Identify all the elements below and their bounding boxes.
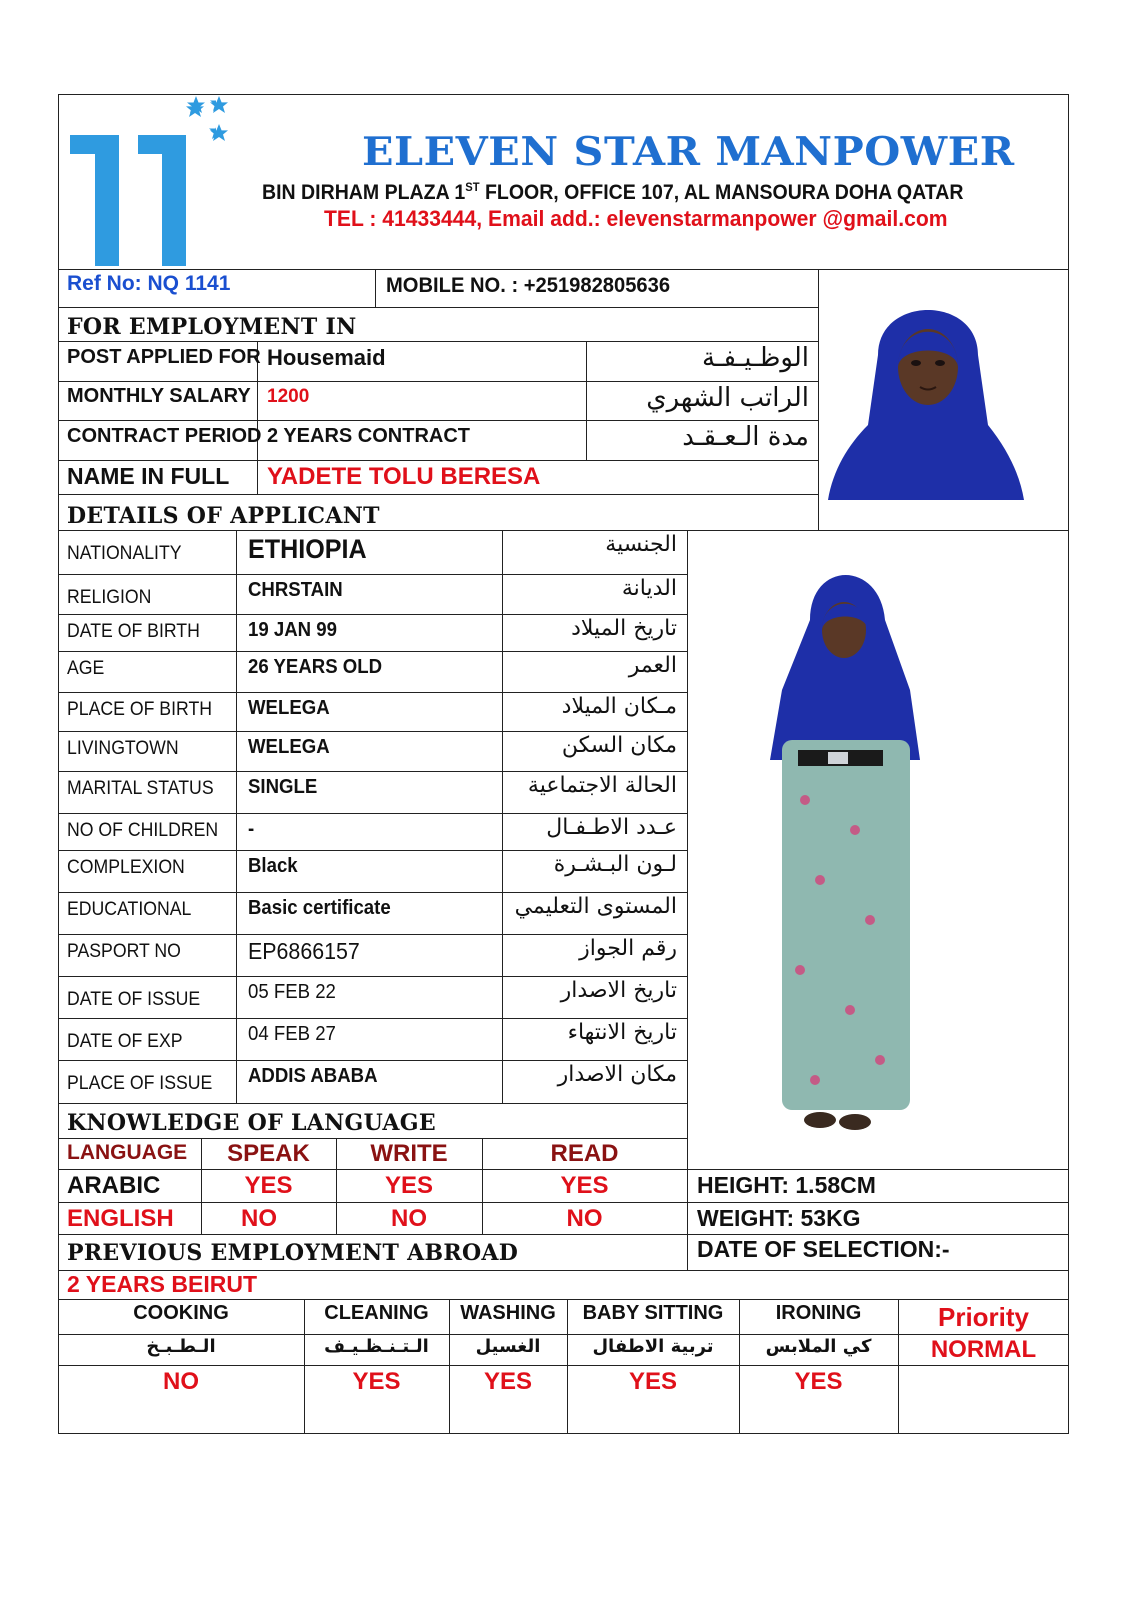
company-name: ELEVEN STAR MANPOWER (362, 129, 1015, 175)
detail-arabic: عـدد الاطـفـال (546, 815, 677, 840)
lang-header-read: READ (550, 1140, 619, 1167)
detail-label: DATE OF BIRTH (67, 621, 200, 642)
skill-label: COOKING (133, 1302, 229, 1324)
employment-heading: FOR EMPLOYMENT IN (67, 314, 357, 340)
lang-arabic-read: YES (560, 1172, 609, 1199)
skill-arabic: الـطـبـخ (146, 1336, 216, 1357)
detail-arabic: لـون البـشـرة (553, 852, 677, 877)
salary-value: 1200 (267, 386, 310, 407)
language-heading: KNOWLEDGE OF LANGUAGE (67, 1110, 436, 1136)
skill-value: YES (352, 1368, 401, 1395)
skill-value: YES (794, 1368, 843, 1395)
skill-arabic: الـتـنـظـيـف (324, 1336, 429, 1357)
detail-label: RELIGION (67, 587, 152, 608)
company-address (262, 181, 963, 203)
logo-stars (183, 96, 231, 148)
address-suffix: FLOOR, OFFICE 107, AL MANSOURA DOHA QATAR (479, 181, 964, 204)
detail-value: WELEGA (248, 736, 330, 758)
detail-arabic: تاريخ الاصدار (560, 978, 677, 1003)
detail-value: SINGLE (248, 776, 318, 798)
detail-value: Black (248, 855, 298, 877)
detail-arabic: تاريخ الانتهاء (567, 1020, 677, 1045)
detail-value: EP6866157 (248, 938, 360, 964)
lang-arabic: ARABIC (67, 1172, 161, 1199)
detail-arabic: مكان السكن (561, 733, 677, 758)
detail-arabic: رقم الجواز (579, 936, 677, 961)
contract-value: 2 YEARS CONTRACT (267, 425, 470, 447)
detail-value: WELEGA (248, 697, 330, 719)
detail-label: PLACE OF ISSUE (67, 1073, 213, 1094)
lang-header-speak: SPEAK (227, 1140, 310, 1167)
detail-value: CHRSTAIN (248, 579, 343, 601)
detail-arabic: المستوى التعليمي (514, 894, 677, 919)
detail-arabic: تاريخ الميلاد (571, 616, 677, 641)
lang-arabic-speak: YES (244, 1172, 293, 1199)
applicant-portrait-photo (828, 275, 1024, 500)
details-heading: DETAILS OF APPLICANT (67, 503, 380, 529)
detail-value: 26 YEARS OLD (248, 656, 383, 678)
full-body-icon (760, 560, 930, 1135)
post-arabic: الوظـيـفـة (701, 343, 809, 373)
previous-heading: PREVIOUS EMPLOYMENT ABROAD (67, 1240, 519, 1266)
detail-arabic: العمر (628, 653, 677, 678)
detail-value: - (248, 818, 255, 840)
weight-value: WEIGHT: 53KG (697, 1205, 861, 1231)
detail-value: 05 FEB 22 (248, 981, 336, 1003)
previous-value: 2 YEARS BEIRUT (67, 1271, 258, 1297)
skill-arabic: الغسيل (475, 1336, 541, 1357)
skill-label: CLEANING (324, 1302, 429, 1324)
priority-label: Priority (937, 1302, 1030, 1332)
mobile-number: MOBILE NO. : +251982805636 (386, 274, 671, 297)
detail-label: COMPLEXION (67, 857, 185, 878)
company-contact: TEL : 41433444, Email add.: elevenstarmanpower @gmail.com (324, 206, 948, 231)
detail-arabic: الجنسية (605, 532, 677, 557)
detail-value: ETHIOPIA (248, 534, 367, 564)
address-sup: ST (465, 180, 480, 194)
height-value: HEIGHT: 1.58CM (697, 1172, 876, 1198)
lang-english-speak: NO (241, 1205, 277, 1232)
skill-label: WASHING (460, 1302, 556, 1324)
detail-label: LIVINGTOWN (67, 738, 179, 759)
priority-value: NORMAL (930, 1336, 1037, 1363)
skill-value: YES (483, 1368, 533, 1395)
applicant-full-body-photo (760, 560, 930, 1135)
detail-value: Basic certificate (248, 897, 391, 919)
star-icon (183, 96, 231, 148)
detail-label: DATE OF ISSUE (67, 989, 201, 1010)
detail-value: ADDIS ABABA (248, 1065, 378, 1087)
lang-arabic-write: YES (384, 1172, 434, 1199)
salary-arabic: الراتب الشهري (646, 383, 809, 413)
skill-label: BABY SITTING (582, 1302, 724, 1324)
lang-header-write: WRITE (370, 1140, 448, 1167)
name-value: YADETE TOLU BERESA (267, 463, 541, 490)
detail-value: 19 JAN 99 (248, 619, 337, 641)
detail-label: PLACE OF BIRTH (67, 699, 212, 720)
detail-label: AGE (67, 658, 105, 679)
address-prefix: BIN DIRHAM PLAZA 1 (262, 181, 466, 204)
detail-arabic: مـكان الميلاد (561, 694, 677, 719)
skill-label: IRONING (775, 1302, 862, 1324)
contract-arabic: مدة الـعـقـد (682, 422, 809, 452)
detail-label: EDUCATIONAL (67, 899, 192, 920)
detail-label: NATIONALITY (67, 543, 182, 564)
lang-english: ENGLISH (67, 1205, 174, 1232)
detail-label: DATE OF EXP (67, 1031, 183, 1052)
post-value: Housemaid (267, 345, 386, 370)
name-label: NAME IN FULL (67, 463, 230, 489)
skill-value: NO (163, 1368, 199, 1395)
detail-label: PASPORT NO (67, 941, 181, 962)
detail-arabic: الحالة الاجتماعية (527, 773, 677, 798)
post-label: POST APPLIED FOR (67, 346, 261, 368)
skill-value: YES (628, 1368, 678, 1395)
lang-header-language: LANGUAGE (67, 1141, 188, 1164)
skill-arabic: كي الملابس (765, 1336, 872, 1357)
detail-value: 04 FEB 27 (248, 1023, 336, 1045)
date-of-selection: DATE OF SELECTION:- (697, 1236, 950, 1262)
lang-english-read: NO (566, 1205, 603, 1232)
salary-label: MONTHLY SALARY (67, 385, 251, 407)
ref-number: Ref No: NQ 1141 (67, 272, 231, 295)
detail-arabic: الديانة (621, 576, 677, 601)
contract-label: CONTRACT PERIOD (67, 425, 262, 447)
portrait-icon (828, 275, 1024, 500)
detail-arabic: مكان الاصدار (557, 1062, 677, 1087)
skill-arabic: تربية الاطفال (592, 1336, 714, 1357)
detail-label: NO OF CHILDREN (67, 820, 219, 841)
detail-label: MARITAL STATUS (67, 778, 214, 799)
lang-english-write: NO (391, 1205, 427, 1232)
